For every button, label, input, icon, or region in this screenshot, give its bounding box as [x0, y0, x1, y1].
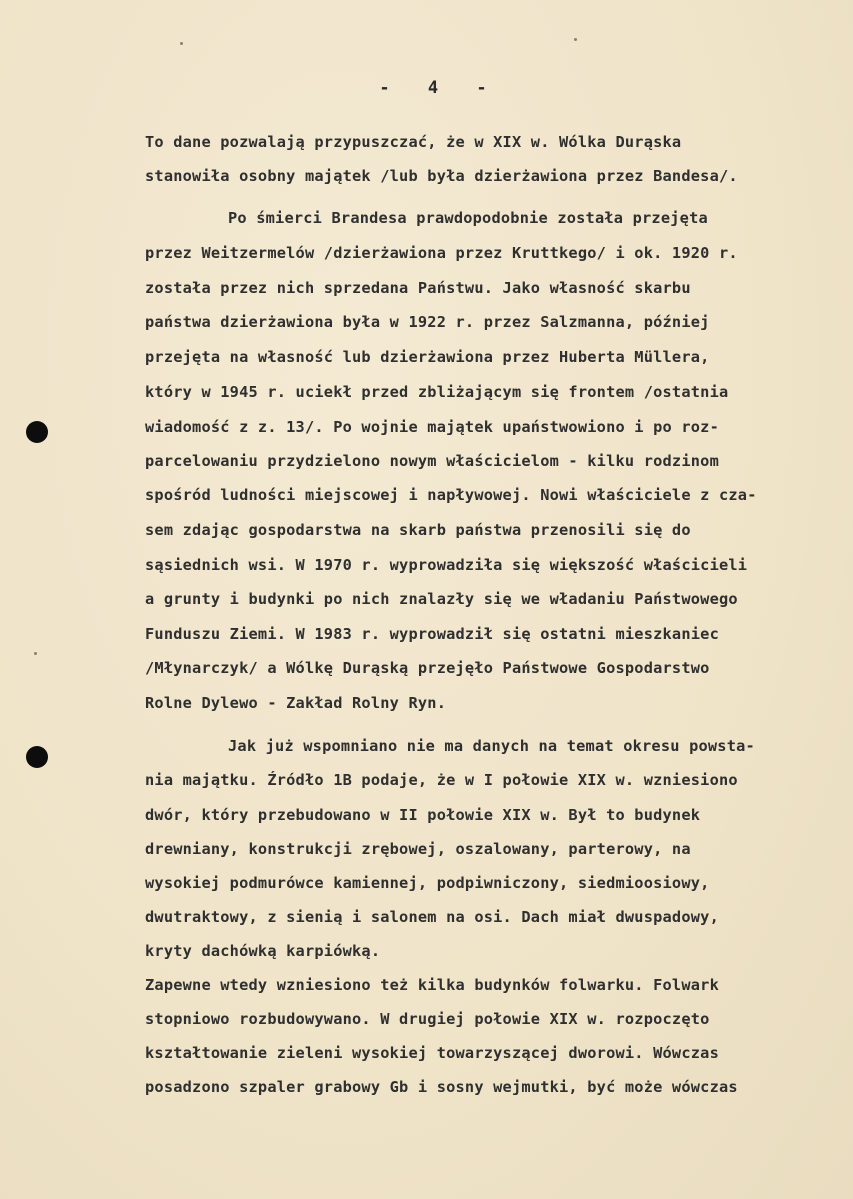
text-line: Po śmierci Brandesa prawdopodobnie została przejęta [228, 209, 708, 227]
text-line: została przez nich sprzedana Państwu. Jako własność skarbu [145, 279, 691, 297]
text-line: nia majątku. Źródło 1B podaje, że w I połowie XIX w. wzniesiono [145, 771, 738, 789]
text-line: drewniany, konstrukcji zrębowej, oszalowany, parterowy, na [145, 840, 691, 858]
punch-hole [26, 746, 48, 768]
text-line: Zapewne wtedy wzniesiono też kilka budynków folwarku. Folwark [145, 976, 719, 994]
text-line: /Młynarczyk/ a Wólkę Durąską przejęło Państwowe Gospodarstwo [145, 659, 710, 677]
text-line: parcelowaniu przydzielono nowym właścicielom - kilku rodzinom [145, 452, 719, 470]
text-line: kryty dachówką karpiówką. [145, 942, 381, 960]
text-line: państwa dzierżawiona była w 1922 r. przez Salzmanna, później [145, 313, 710, 331]
paper-speck [34, 652, 37, 655]
punch-hole [26, 421, 48, 443]
text-line: stanowiła osobny majątek /lub była dzierżawiona przez Bandesa/. [145, 167, 738, 185]
text-line: Jak już wspomniano nie ma danych na temat okresu powsta- [228, 737, 755, 755]
text-line: kształtowanie zieleni wysokiej towarzyszącej dworowi. Wówczas [145, 1044, 719, 1062]
page-number: - 4 - [379, 78, 501, 98]
text-line: sąsiednich wsi. W 1970 r. wyprowadziła się większość właścicieli [145, 556, 748, 574]
paper-speck [180, 42, 183, 45]
paper-speck [574, 38, 577, 41]
text-line: wiadomość z z. 13/. Po wojnie majątek upaństwowiono i po roz- [145, 418, 719, 436]
text-line: spośród ludności miejscowej i napływowej. Nowi właściciele z cza- [145, 486, 757, 504]
text-line: To dane pozwalają przypuszczać, że w XIX w. Wólka Durąska [145, 133, 682, 151]
text-line: przejęta na własność lub dzierżawiona przez Huberta Müllera, [145, 348, 710, 366]
text-line: stopniowo rozbudowywano. W drugiej połowie XIX w. rozpoczęto [145, 1010, 710, 1028]
text-line: Rolne Dylewo - Zakład Rolny Ryn. [145, 694, 447, 712]
text-line: posadzono szpaler grabowy Gb i sosny wejmutki, być może wówczas [145, 1078, 738, 1096]
text-line: który w 1945 r. uciekł przed zbliżającym się frontem /ostatnia [145, 383, 729, 401]
text-line: sem zdając gospodarstwa na skarb państwa przenosili się do [145, 521, 691, 539]
text-line: przez Weitzermelów /dzierżawiona przez Kruttkego/ i ok. 1920 r. [145, 244, 738, 262]
text-line: wysokiej podmurówce kamiennej, podpiwniczony, siedmioosiowy, [145, 874, 710, 892]
text-line: dwutraktowy, z sienią i salonem na osi. Dach miał dwuspadowy, [145, 908, 719, 926]
text-line: dwór, który przebudowano w II połowie XIX w. Był to budynek [145, 806, 701, 824]
text-line: a grunty i budynki po nich znalazły się we władaniu Państwowego [145, 590, 738, 608]
text-line: Funduszu Ziemi. W 1983 r. wyprowadził się ostatni mieszkaniec [145, 625, 719, 643]
